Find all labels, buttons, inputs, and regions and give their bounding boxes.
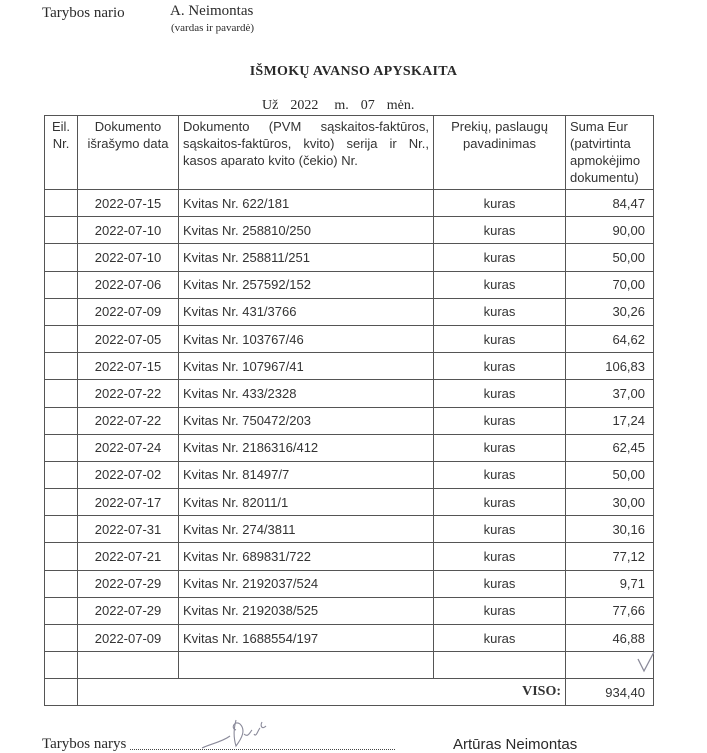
row-number-cell xyxy=(45,353,78,380)
item-name-cell: kuras xyxy=(434,543,566,570)
doc-date-cell: 2022-07-22 xyxy=(78,407,179,434)
row-number-cell xyxy=(45,597,78,624)
header-doc-number: Dokumento (PVM sąskaitos-faktūros, sąskaitos-faktūros, kvito) serija ir Nr., kasos aparato kvito (čekio) Nr. xyxy=(179,116,434,190)
doc-number-cell: Kvitas Nr. 81497/7 xyxy=(179,461,434,488)
row-number-cell xyxy=(45,489,78,516)
header-item-name: Prekių, paslaugų pavadinimas xyxy=(434,116,566,190)
doc-number-cell: Kvitas Nr. 107967/41 xyxy=(179,353,434,380)
doc-date-cell: 2022-07-05 xyxy=(78,325,179,352)
doc-number-cell: Kvitas Nr. 2186316/412 xyxy=(179,434,434,461)
amount-cell: 9,71 xyxy=(566,570,654,597)
amount-cell: 62,45 xyxy=(566,434,654,461)
total-row xyxy=(45,679,654,706)
doc-number-cell xyxy=(179,652,434,679)
row-number-cell xyxy=(45,625,78,652)
row-number-cell xyxy=(45,298,78,325)
doc-date-cell: 2022-07-15 xyxy=(78,190,179,217)
amount-cell: 37,00 xyxy=(566,380,654,407)
doc-date-cell: 2022-07-21 xyxy=(78,543,179,570)
table-row xyxy=(45,597,654,624)
amount-cell: 30,16 xyxy=(566,516,654,543)
row-number-cell xyxy=(45,652,78,679)
doc-date-cell: 2022-07-17 xyxy=(78,489,179,516)
doc-number-cell: Kvitas Nr. 622/181 xyxy=(179,190,434,217)
doc-date-cell: 2022-07-15 xyxy=(78,353,179,380)
table-row xyxy=(45,652,654,679)
row-number-cell xyxy=(45,325,78,352)
header-amount: Suma Eur (patvirtinta apmokėjimo dokumentu) xyxy=(566,116,654,190)
footer-person-name: Artūras Neimontas xyxy=(453,736,578,753)
doc-date-cell: 2022-07-10 xyxy=(78,244,179,271)
report-period xyxy=(262,98,414,114)
table-row xyxy=(45,271,654,298)
doc-number-cell: Kvitas Nr. 274/3811 xyxy=(179,516,434,543)
doc-number-cell: Kvitas Nr. 689831/722 xyxy=(179,543,434,570)
table-row xyxy=(45,543,654,570)
total-value: 934,40 xyxy=(566,679,654,706)
doc-number-cell: Kvitas Nr. 103767/46 xyxy=(179,325,434,352)
item-name-cell: kuras xyxy=(434,353,566,380)
doc-date-cell: 2022-07-06 xyxy=(78,271,179,298)
amount-cell: 77,66 xyxy=(566,597,654,624)
item-name-cell: kuras xyxy=(434,461,566,488)
amount-cell: 30,26 xyxy=(566,298,654,325)
checkmark-icon xyxy=(636,651,656,673)
doc-number-cell: Kvitas Nr. 258811/251 xyxy=(179,244,434,271)
item-name-cell: kuras xyxy=(434,244,566,271)
doc-date-cell xyxy=(78,652,179,679)
doc-date-cell: 2022-07-10 xyxy=(78,217,179,244)
row-number-cell xyxy=(45,380,78,407)
item-name-cell: kuras xyxy=(434,597,566,624)
period-prefix: Už xyxy=(262,98,279,113)
row-number-cell xyxy=(45,516,78,543)
period-month: 07 xyxy=(360,98,375,113)
table-row xyxy=(45,353,654,380)
item-name-cell: kuras xyxy=(434,489,566,516)
item-name-cell: kuras xyxy=(434,217,566,244)
item-name-cell: kuras xyxy=(434,325,566,352)
doc-number-cell: Kvitas Nr. 82011/1 xyxy=(179,489,434,516)
item-name-cell xyxy=(434,652,566,679)
amount-cell: 106,83 xyxy=(566,353,654,380)
total-empty-cell xyxy=(45,679,78,706)
table-row xyxy=(45,461,654,488)
item-name-cell: kuras xyxy=(434,570,566,597)
amount-cell: 17,24 xyxy=(566,407,654,434)
header-doc-date: Dokumento išrašymo data xyxy=(78,116,179,190)
item-name-cell: kuras xyxy=(434,434,566,461)
doc-date-cell: 2022-07-09 xyxy=(78,298,179,325)
item-name-cell: kuras xyxy=(434,380,566,407)
table-row xyxy=(45,244,654,271)
item-name-cell: kuras xyxy=(434,271,566,298)
amount-cell: 84,47 xyxy=(566,190,654,217)
advance-report-table xyxy=(44,115,654,706)
amount-cell: 70,00 xyxy=(566,271,654,298)
doc-number-cell: Kvitas Nr. 258810/250 xyxy=(179,217,434,244)
table-row xyxy=(45,516,654,543)
row-number-cell xyxy=(45,461,78,488)
table-row xyxy=(45,217,654,244)
table-row xyxy=(45,489,654,516)
doc-date-cell: 2022-07-29 xyxy=(78,597,179,624)
item-name-cell: kuras xyxy=(434,516,566,543)
header-name-caption: (vardas ir pavardė) xyxy=(171,22,255,34)
footer-role-label: Tarybos narys xyxy=(42,736,127,752)
doc-date-cell: 2022-07-22 xyxy=(78,380,179,407)
table-row xyxy=(45,407,654,434)
row-number-cell xyxy=(45,244,78,271)
row-number-cell xyxy=(45,190,78,217)
table-row xyxy=(45,570,654,597)
table-row xyxy=(45,190,654,217)
table-header-row xyxy=(45,116,654,190)
amount-cell: 50,00 xyxy=(566,244,654,271)
amount-cell: 46,88 xyxy=(566,625,654,652)
item-name-cell: kuras xyxy=(434,407,566,434)
amount-cell: 64,62 xyxy=(566,325,654,352)
header-person-name: A. Neimontas xyxy=(170,3,254,19)
total-label: VISO: xyxy=(78,679,566,706)
header-row-number: Eil. Nr. xyxy=(45,116,78,190)
item-name-cell: kuras xyxy=(434,190,566,217)
doc-date-cell: 2022-07-24 xyxy=(78,434,179,461)
doc-date-cell: 2022-07-02 xyxy=(78,461,179,488)
doc-number-cell: Kvitas Nr. 431/3766 xyxy=(179,298,434,325)
doc-number-cell: Kvitas Nr. 2192037/524 xyxy=(179,570,434,597)
period-year: 2022 xyxy=(290,98,319,113)
row-number-cell xyxy=(45,271,78,298)
amount-cell: 50,00 xyxy=(566,461,654,488)
period-year-label: m. xyxy=(334,98,349,113)
table-row xyxy=(45,325,654,352)
document-title: IŠMOKŲ AVANSO APYSKAITA xyxy=(249,64,458,79)
table-row xyxy=(45,298,654,325)
row-number-cell xyxy=(45,570,78,597)
item-name-cell: kuras xyxy=(434,625,566,652)
header-role-label: Tarybos nario xyxy=(42,5,125,21)
doc-number-cell: Kvitas Nr. 2192038/525 xyxy=(179,597,434,624)
row-number-cell xyxy=(45,407,78,434)
period-month-label: mėn. xyxy=(386,98,415,113)
doc-number-cell: Kvitas Nr. 257592/152 xyxy=(179,271,434,298)
doc-date-cell: 2022-07-31 xyxy=(78,516,179,543)
row-number-cell xyxy=(45,543,78,570)
doc-date-cell: 2022-07-29 xyxy=(78,570,179,597)
amount-cell: 30,00 xyxy=(566,489,654,516)
amount-cell: 90,00 xyxy=(566,217,654,244)
doc-number-cell: Kvitas Nr. 750472/203 xyxy=(179,407,434,434)
item-name-cell: kuras xyxy=(434,298,566,325)
signature-icon xyxy=(200,716,270,752)
row-number-cell xyxy=(45,217,78,244)
doc-number-cell: Kvitas Nr. 433/2328 xyxy=(179,380,434,407)
table-row xyxy=(45,434,654,461)
row-number-cell xyxy=(45,434,78,461)
doc-date-cell: 2022-07-09 xyxy=(78,625,179,652)
table-row xyxy=(45,625,654,652)
amount-cell: 77,12 xyxy=(566,543,654,570)
doc-number-cell: Kvitas Nr. 1688554/197 xyxy=(179,625,434,652)
table-row xyxy=(45,380,654,407)
